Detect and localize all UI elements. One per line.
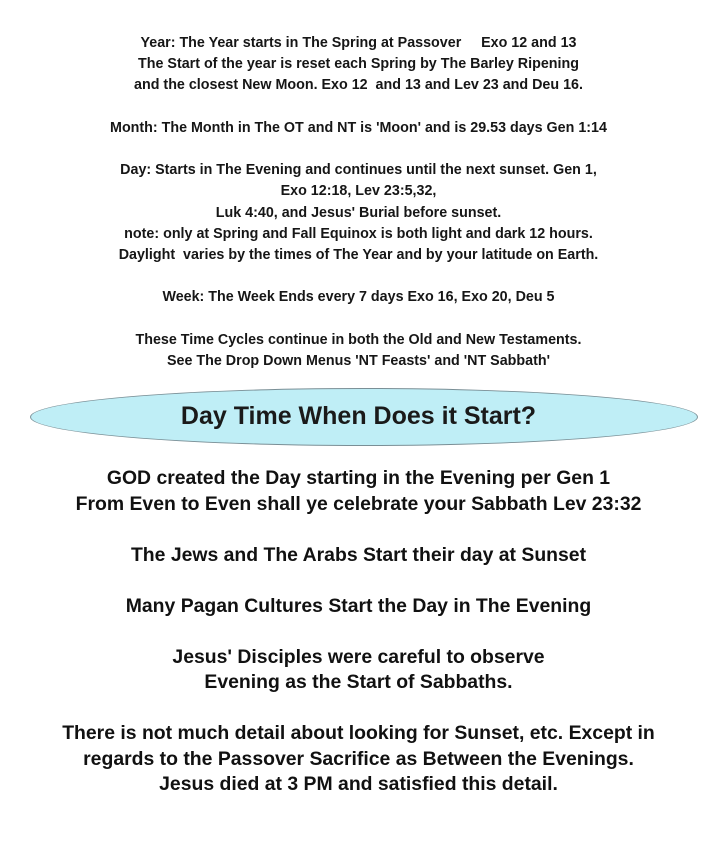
year-line-1: Year: The Year starts in The Spring at Passover Exo 12 and 13	[140, 35, 577, 51]
year-line-3: and the closest New Moon. Exo 12 and 13 and Lev 23 and Deu 16.	[134, 77, 583, 94]
cycle-line-2: See The Drop Down Menus 'NT Feasts' and 'NT Sabbath'	[167, 352, 550, 369]
sunset-line-1: There is not much detail about looking for Sunset, etc. Except in	[62, 722, 655, 744]
spacer	[0, 266, 717, 287]
day-line-4: note: only at Spring and Fall Equinox is both light and dark 12 hours.	[124, 225, 593, 242]
month-line: Month: The Month in The OT and NT is 'Moon' and is 29.53 days Gen 1:14	[110, 119, 607, 136]
spacer	[0, 309, 717, 330]
disciples-line-1: Jesus' Disciples were careful to observe	[172, 645, 545, 668]
sunset-line-3: Jesus died at 3 PM and satisfied this detail.	[159, 773, 558, 795]
spacer	[0, 517, 717, 543]
day-line-1: Day: Starts in The Evening and continues until the next sunset. Gen 1,	[120, 162, 597, 179]
jews-arabs-line: The Jews and The Arabs Start their day at Sunset	[130, 543, 587, 566]
spacer	[0, 568, 717, 594]
day-start-section	[0, 466, 717, 798]
year-line-2: The Start of the year is reset each Spring by The Barley Ripening	[138, 56, 579, 73]
week-line: Week: The Week Ends every 7 days Exo 16, Exo 20, Deu 5	[162, 289, 555, 306]
day-line-2: Exo 12:18, Lev 23:5,32,	[280, 183, 437, 200]
spacer	[0, 696, 717, 722]
day-line-3: Luk 4:40, and Jesus' Burial before sunset.	[215, 204, 502, 221]
calendar-notes	[0, 33, 717, 372]
spacer	[0, 619, 717, 645]
creation-line-2: From Even to Even shall ye celebrate your Sabbath Lev 23:32	[75, 492, 642, 515]
sunset-line-2: regards to the Passover Sacrifice as Between the Evenings.	[83, 747, 634, 770]
cycle-line-1: These Time Cycles continue in both the Old and New Testaments.	[135, 331, 582, 348]
banner-title: Day Time When Does it Start?	[180, 402, 537, 430]
disciples-line-2: Evening as the Start of Sabbaths.	[204, 671, 513, 693]
pagan-line: Many Pagan Cultures Start the Day in The Evening	[125, 594, 592, 617]
spacer	[0, 139, 717, 160]
day-line-5: Daylight varies by the times of The Year and by your latitude on Earth.	[118, 247, 599, 263]
creation-line-1: GOD created the Day starting in the Evening per Gen 1	[106, 467, 611, 489]
spacer	[0, 97, 717, 118]
